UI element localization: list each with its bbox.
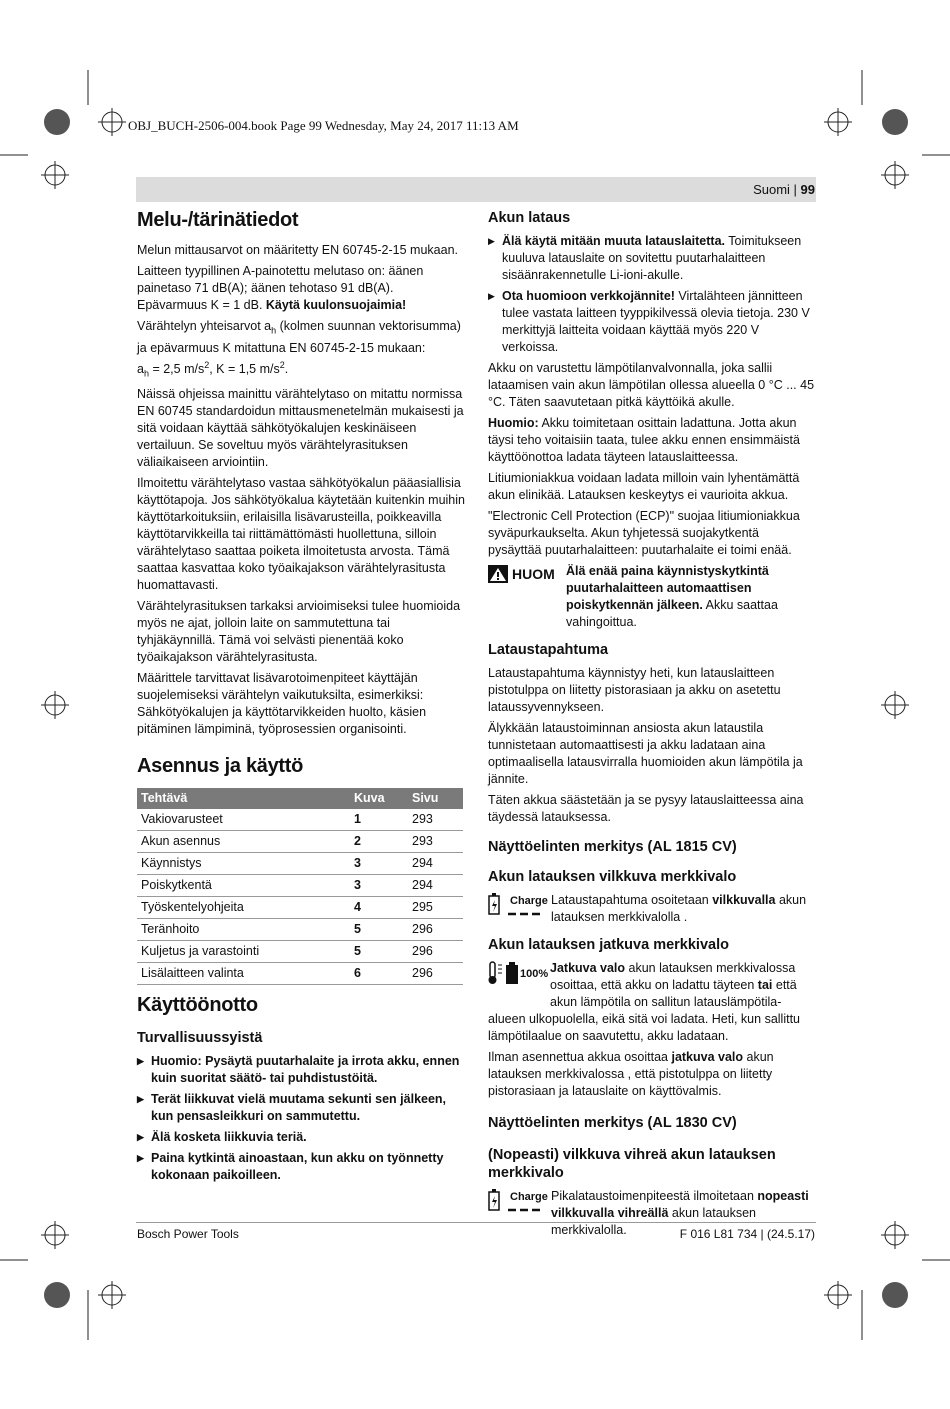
vib-sub: h [271,325,277,336]
cell-figure: 3 [350,875,408,897]
cell-task: Käynnistys [137,853,350,875]
cell-figure: 4 [350,897,408,919]
vib-text-c: a [137,361,144,376]
tapahtuma-p1: Lataustapahtuma käynnistyy heti, kun latauslaitteen pistotulppa on liitetty pistorasiaan ja akku on asetettu lataussyvennykseen. [488,666,781,714]
al1830-heading: Näyttöelinten merkitys (AL 1830 CV) [488,1115,737,1131]
melu-p3 [137,318,465,382]
table-row [137,809,463,831]
table-row [137,919,463,941]
vib-sup: 2 [204,359,210,370]
cell-figure: 5 [350,941,408,963]
tapahtuma-p3: Täten akkua säästetään ja se pysyy latauslaitteessa aina täydessä latauksessa. [488,793,804,824]
cell-task: Työskentelyohjeita [137,897,350,919]
table-row [137,831,463,853]
melu-p2-bold: Käytä kuulonsuojaimia! [265,298,407,312]
safety-bullet-4: ▶ Paina kytkintä ainoastaan, kun akku on työnnetty kokonaan paikoilleen. [137,1150,465,1184]
charge-label-1: Charge [510,895,548,907]
col-header-task: Tehtävä [137,788,350,809]
left-column [137,208,465,1188]
melu-p6: Värähtelyrasituksen tarkaksi arvioimiseksi tulee huomioida myös ne ajat, jolloin laite on sammutettuna tai tyhjäkäynnillä. Tämä voi selvästi pienentää koko työaikajakson värähtelyrasitusta. [137,599,461,665]
al1815-blink-row [488,892,815,928]
al1815-steady-text-b: että akun lämpötila on sallitun latauslämpötila-alueen ulkopuolella, eikä sitä voi ladata. Heti, kun sallittu lämpötilaalue on saavutettu, akku ladataan. [488,978,800,1043]
cell-figure: 5 [350,919,408,941]
footer-left: Bosch Power Tools [137,1227,239,1241]
vib-text-d: = 2,5 m/s [148,361,205,376]
page-number: 99 [800,182,815,197]
al1815-steady-heading: Akun latauksen jatkuva merkkivalo [488,937,729,953]
cell-task: Vakiovarusteet [137,809,350,831]
al1815-blink-heading: Akun latauksen vilkkuva merkkivalo [488,869,737,885]
table-header-row [137,788,463,809]
al1815-blink-text-b: akun latauksen merkkivalolla . [551,893,807,924]
melu-p5: Ilmoitettu värähtelytaso vastaa sähkötyökalun pääasiallisia käyttötapoja. Jos sähkötyökalua käytetään kuitenkin muihin käyttötarkoituksiin, erilaisilla lisävarusteilla, poikkeavilla käyttötarvikkeilla tai riittämättömästi huollettuna, silloin värähtelytaso saattaa poiketa ilmoitetusta arvosta. Tämä saattaa kasvattaa koko työaikajakson värähtelyrasitusta huomattavasti. [137,476,465,593]
lataus-p3: Litiumioniakkua voidaan ladata milloin vain lyhentämättä akun elinikää. Latauksen keskeytys ei vaurioita akkua. [488,471,800,502]
charge-indicator-full [488,960,550,1010]
lataus-p2-text: Akku toimitetaan osittain ladattuna. Jotta akun täysi teho voitaisiin taata, tulee akku ennen ensimmäistä käyttöönottoa ladata täyteen latauslaitteessa. [488,416,800,464]
melu-heading: Melu-/tärinätiedot [137,209,299,231]
tapahtuma-heading: Lataustapahtuma [488,642,609,658]
tapahtuma-p2: Älykkään lataustoiminnan ansiosta akun lataustila tunnistetaan automaattisesti ja akku ladataan aina optimaalisella latausvirralla huomioiden akun lämpötila ja jännite. [488,721,803,786]
al1830-text-b: akun latauksen merkkivalolla. [551,1206,757,1237]
header-bar [136,177,816,202]
table-row [137,941,463,963]
al1830-text-a: Pikalataustoimenpiteestä ilmoitetaan [551,1189,758,1203]
table-row [137,963,463,985]
cell-task: Kuljetus ja varastointi [137,941,350,963]
lataus-bullet-1-bold: Älä käytä mitään muuta latauslaitetta. [502,234,725,248]
huom-notice [488,563,815,631]
lataus-p2 [488,415,815,466]
table-row [137,897,463,919]
full-label: 100% [520,968,549,980]
al1815-steady-p [488,1049,815,1100]
safety-bullet-1: ▶ Huomio: Pysäytä puutarhalaite ja irrota akku, ennen kuin suoritat säätö- tai puhdistustöitä. [137,1053,465,1087]
melu-p7: Määrittele tarvittavat lisävarotoimenpiteet käyttäjän suojelemiseksi värähtelyn vaikutuksilta, esimerkiksi: Sähkötyökalujen ja käyttötarvikkeiden huolto, käsien pitäminen lämpiminä, työprosessien organisointi. [137,671,427,737]
cell-page: 296 [408,919,463,941]
operations-table [137,788,463,985]
safety-bullet-2: ▶ Terät liikkuvat vielä muutama sekunti sen jälkeen, kun pensasleikkuri on sammutettu. [137,1091,465,1125]
melu-p4: Näissä ohjeissa mainittu värähtelytaso on mitattu normissa EN 60745 standardoidun mittausmenetelmän mukaisesti ja sitä voidaan käyttää sähkötyökalujen keskinäiseen vertailuun. Se soveltuu myös värähtelyrasituksen väliaikaiseen arviointiin. [137,387,464,470]
al1830-bold: nopeasti vilkkuvalla vihreällä [551,1189,809,1220]
lataus-bullet-1 [488,233,815,284]
cell-page: 296 [408,941,463,963]
col-header-figure: Kuva [350,788,408,809]
huom-text: Akku saattaa vahingoittua. [566,598,778,629]
table-row [137,875,463,897]
kaytto-heading: Käyttöönotto [137,994,258,1017]
lataus-bullet-2 [488,288,815,356]
charge-label-2: Charge [510,1191,548,1203]
cell-task: Teränhoito [137,919,350,941]
cell-figure: 2 [350,831,408,853]
al1815-blink-bold: vilkkuvalla [712,893,776,907]
cell-page: 295 [408,897,463,919]
lataus-p1: Akku on varustettu lämpötilanvalvonnalla, joka sallii lataamisen vain akun lämpötilan ollessa alueella 0 °C ... 45 °C. Täten saavutetaan pitkä käyttöikä akulle. [488,361,815,409]
table-row [137,853,463,875]
cell-figure: 1 [350,809,408,831]
cell-page: 293 [408,809,463,831]
cell-page: 294 [408,875,463,897]
vib-sub-2: h [143,368,149,379]
footer-rule [136,1222,816,1223]
al1830-blink-heading: (Nopeasti) vilkkuva vihreä akun latauksen merkkivalo [488,1147,776,1181]
file-info-line: OBJ_BUCH-2506-004.book Page 99 Wednesday, May 24, 2017 11:13 AM [128,118,519,133]
charge-indicator-blink [488,892,546,927]
lataus-heading: Akun lataus [488,210,571,226]
lataus-bullet-2-bold: Ota huomioon verkkojännite! [502,289,675,303]
melu-p1: Melun mittausarvot on määritetty EN 60745-2-15 mukaan. [137,243,458,257]
al1815-steady-bold-2: tai [757,978,773,992]
cell-page: 296 [408,963,463,985]
vib-text-e: , K = 1,5 m/s [209,361,280,376]
al1815-steady-p-b: akun latauksen merkkivalossa , että pistotulppa on liitetty pistorasiaan ja latauslaite on käyttövalmis. [488,1050,774,1098]
header-separator: | [789,182,801,197]
vib-text-b: (kolmen suunnan vektorisumma) ja epävarmuus K mitattuna EN 60745-2-15 mukaan: [137,319,461,355]
al1815-steady-text-a: akun latauksen merkkivalossa osoittaa, että akku on ladattu täyteen [550,961,796,992]
footer-right: F 016 L81 734 | (24.5.17) [679,1227,815,1241]
running-header [753,182,815,197]
safety-bullet-3: ▶ Älä kosketa liikkuvia teriä. [137,1129,465,1146]
lataus-bullet-1-text: Toimitukseen kuuluva latauslaite on sovitettu puutarhalaitteen sisäänrakennetulle Li-ioni-akulle. [502,234,802,282]
huom-label: HUOM [512,565,555,582]
huom-bold: Älä enää paina käynnistyskytkintä puutarhalaitteen automaattisen poiskytkennän jälkeen. [566,564,769,612]
cell-task: Poiskytkentä [137,875,350,897]
header-language: Suomi [753,182,790,197]
al1815-steady-p-a: Ilman asennettua akkua osoittaa [488,1050,672,1064]
lataus-p2-bold: Huomio: [488,416,539,430]
al1815-heading: Näyttöelinten merkitys (AL 1815 CV) [488,839,737,855]
al1815-steady-row [488,960,815,1045]
right-column [488,209,815,1245]
cell-figure: 3 [350,853,408,875]
lataus-p4: "Electronic Cell Protection (ECP)" suojaa litiumioniakkua syväpurkaukselta. Akun tyhjetessä suojakytkentä pysäyttää puutarhalaitteen: puutarhalaite ei toimi enää. [488,509,800,557]
cell-task: Lisälaitteen valinta [137,963,350,985]
al1815-steady-bold: Jatkuva valo [550,961,626,975]
vib-text-a: Värähtelyn yhteisarvot a [137,319,272,333]
al1815-blink-text-a: Lataustapahtuma osoitetaan [551,893,713,907]
cell-page: 294 [408,853,463,875]
safety-subheading: Turvallisuussyistä [137,1030,263,1047]
vib-sup-2: 2 [279,359,285,370]
cell-task: Akun asennus [137,831,350,853]
huom-label-box [488,565,555,583]
al1815-steady-p-bold: jatkuva valo [671,1050,744,1064]
col-header-page: Sivu [408,788,463,809]
charge-indicator-fast [488,1188,546,1223]
table-body [137,809,463,985]
cell-figure: 6 [350,963,408,985]
melu-p2-text: Laitteen tyypillinen A-painotettu melutaso on: äänen painetaso 71 dB(A); äänen tehotaso 91 dB(A). Epävarmuus K = 1 dB. [137,264,424,312]
asennus-heading: Asennus ja käyttö [137,755,304,778]
cell-page: 293 [408,831,463,853]
melu-p2 [137,263,465,314]
vib-text-f: . [284,361,289,376]
lataus-bullet-2-text: Virtalähteen jännitteen tulee vastata laitteen tyyppikilvessä olevia tietoja. 230 V merkittyjä laitteita voidaan käyttää myös 220 V verkoissa. [502,289,810,354]
warning-icon [488,565,508,583]
